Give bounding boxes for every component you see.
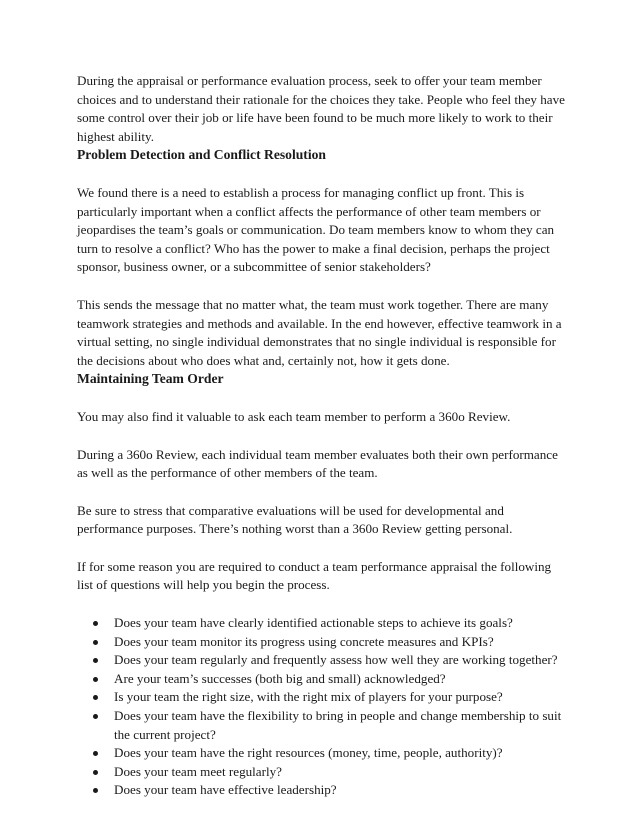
bullet-icon <box>93 751 98 756</box>
spacer <box>77 539 565 558</box>
team-order-paragraph-1: You may also find it valuable to ask each team member to perform a 360o Review. <box>77 408 511 424</box>
list-item-text: Does your team monitor its progress using concrete measures and KPIs? <box>114 633 494 649</box>
bullet-icon <box>93 621 98 626</box>
list-item <box>77 781 565 800</box>
spacer <box>77 427 565 446</box>
bullet-icon <box>93 640 98 645</box>
list-item-text: Are your team’s successes (both big and small) acknowledged? <box>114 670 446 686</box>
bullet-icon <box>93 770 98 775</box>
team-order-paragraph-3: Be sure to stress that comparative evaluations will be used for developmental and performance purposes. There’s nothing worst than a 360o Review getting personal. <box>77 502 513 537</box>
bullet-icon <box>93 677 98 682</box>
question-list <box>77 614 565 800</box>
list-item <box>77 744 565 763</box>
spacer <box>77 389 565 408</box>
list-item-text: Does your team have the flexibility to bring in people and change membership to suit the current project? <box>114 708 562 742</box>
list-item <box>77 763 565 782</box>
spacer <box>77 595 565 614</box>
spacer <box>77 165 565 184</box>
list-item-text: Is your team the right size, with the right mix of players for your purpose? <box>114 689 503 705</box>
list-item <box>77 651 565 670</box>
list-item-text: Does your team have clearly identified actionable steps to achieve its goals? <box>114 615 513 631</box>
list-item <box>77 633 565 652</box>
bullet-icon <box>93 788 98 793</box>
spacer <box>77 277 565 296</box>
section-heading-team-order: Maintaining Team Order <box>77 371 224 387</box>
list-item <box>77 707 565 744</box>
list-item <box>77 688 565 707</box>
bullet-icon <box>93 658 98 663</box>
team-order-paragraph-2: During a 360o Review, each individual team member evaluates both their own performance as well as the performance of other members of the team. <box>77 446 558 481</box>
list-item <box>77 670 565 689</box>
team-order-paragraph-4: If for some reason you are required to conduct a team performance appraisal the following list of questions will help you begin the process. <box>77 558 552 593</box>
list-item-text: Does your team have the right resources (money, time, people, authority)? <box>114 745 503 761</box>
list-item-text: Does your team regularly and frequently assess how well they are working together? <box>114 652 558 668</box>
list-item-text: Does your team have effective leadership? <box>114 782 337 798</box>
spacer <box>77 483 565 502</box>
document-page <box>77 72 565 800</box>
bullet-icon <box>93 714 98 719</box>
list-item-text: Does your team meet regularly? <box>114 763 282 779</box>
list-item <box>77 614 565 633</box>
conflict-paragraph-2: This sends the message that no matter what, the team must work together. There are many teamwork strategies and methods and available. In the end however, effective teamwork in a virtual setting, no single individual demonstrates that no single individual is responsible for the decisions about who does what and, certainly not, how it gets done. <box>77 296 562 368</box>
conflict-paragraph-1: We found there is a need to establish a process for managing conflict up front. This is particularly important when a conflict affects the performance of other team members or jeopardises the team’s goals or communication. Do team members know to whom they can turn to resolve a conflict? Who has the power to make a final decision, perhaps the project sponsor, business owner, or a subcommittee of senior stakeholders? <box>77 184 555 275</box>
section-heading-conflict: Problem Detection and Conflict Resolution <box>77 147 326 163</box>
intro-paragraph: During the appraisal or performance evaluation process, seek to offer your team member choices and to understand their rationale for the choices they take. People who feel they have some control over their job or life have been found to be much more likely to work to their highest ability. <box>77 73 565 144</box>
bullet-icon <box>93 695 98 700</box>
